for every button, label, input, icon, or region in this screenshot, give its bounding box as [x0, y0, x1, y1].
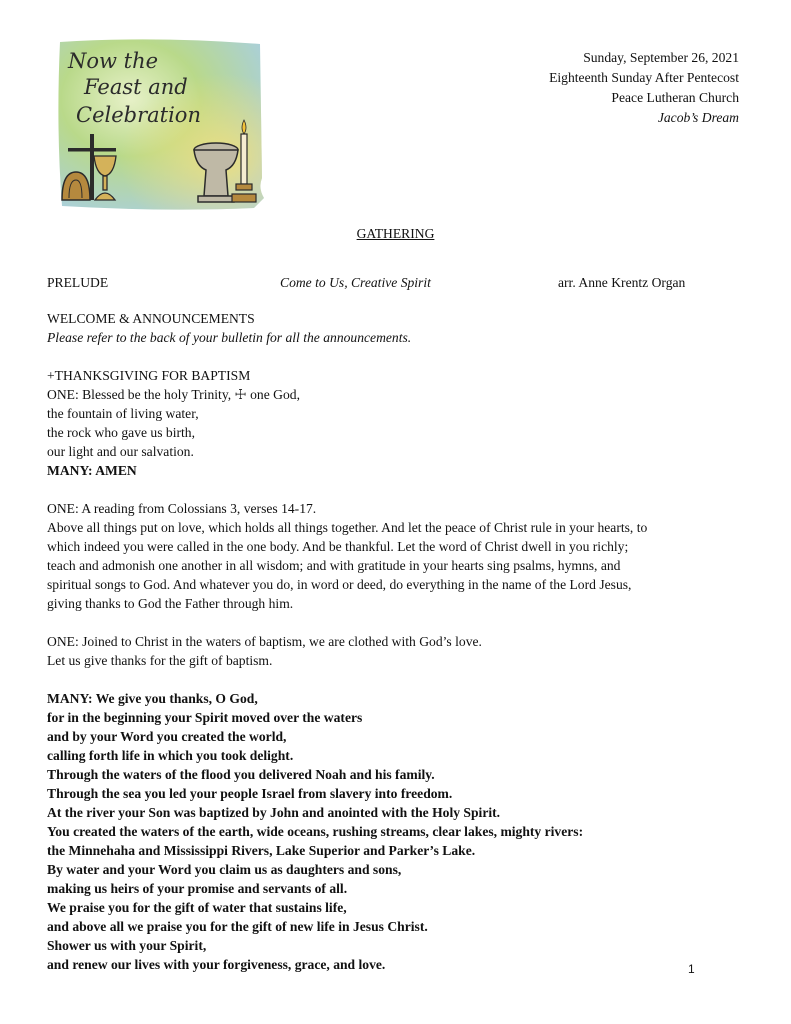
church-name: Peace Lutheran Church	[611, 90, 739, 105]
joined-line: ONE: Joined to Christ in the waters of baptism, we are clothed with God’s love.	[47, 634, 482, 649]
prayer-line: At the river your Son was baptized by John and anointed with the Holy Spirit.	[47, 805, 501, 820]
joined-section	[47, 632, 743, 670]
prayer-line: By water and your Word you claim us as daughters and sons,	[47, 862, 402, 877]
welcome-section	[47, 309, 743, 347]
section-title-gathering: GATHERING	[356, 226, 435, 241]
now-the-feast-logo	[54, 38, 266, 210]
prayer-line: MANY: We give you thanks, O God,	[47, 691, 258, 706]
prayer-line: calling forth life in which you took delight.	[47, 748, 294, 763]
prayer-line: for in the beginning your Spirit moved over the waters	[47, 710, 363, 725]
prayer-line: Shower us with your Spirit,	[47, 938, 207, 953]
prayer-line: and above all we praise you for the gift of new life in Jesus Christ.	[47, 919, 428, 934]
prelude-arranger: arr. Anne Krentz Organ	[558, 275, 686, 290]
thanksgiving-line: the fountain of living water,	[47, 406, 199, 421]
reading-line: giving thanks to God the Father through him.	[47, 596, 294, 611]
thanksgiving-line: our light and our salvation.	[47, 444, 194, 459]
joined-line: Let us give thanks for the gift of baptism.	[47, 653, 273, 668]
prayer-line: We praise you for the gift of water that sustains life,	[47, 900, 347, 915]
many-prayer-section	[47, 689, 743, 974]
welcome-note: Please refer to the back of your bulletin for all the announcements.	[47, 330, 412, 345]
thanksgiving-line: ONE: Blessed be the holy Trinity, ☩ one God,	[47, 387, 300, 402]
welcome-heading: WELCOME & ANNOUNCEMENTS	[47, 311, 255, 326]
reading-intro: ONE: A reading from Colossians 3, verses 14-17.	[47, 501, 317, 516]
many-amen-response: MANY: AMEN	[47, 463, 137, 478]
prayer-line: the Minnehaha and Mississippi Rivers, Lake Superior and Parker’s Lake.	[47, 843, 476, 858]
logo-title-line-2: Feast and	[84, 75, 188, 99]
prayer-line: Through the waters of the flood you delivered Noah and his family.	[47, 767, 435, 782]
prayer-line: and by your Word you created the world,	[47, 729, 287, 744]
page-number: 1	[688, 962, 695, 976]
reading-line: Above all things put on love, which holds all things together. And let the peace of Christ rule in your hearts, to	[47, 520, 648, 535]
prelude-row	[47, 275, 747, 295]
reading-line: teach and admonish one another in all wisdom; and with gratitude in your hearts sing psalms, hymns, and	[47, 558, 621, 573]
feast-logo-artwork	[54, 38, 266, 210]
prayer-line: You created the waters of the earth, wide oceans, rushing streams, clear lakes, mighty rivers:	[47, 824, 584, 839]
thanksgiving-heading: +THANKSGIVING FOR BAPTISM	[47, 368, 251, 383]
reading-line: which indeed you were called in the one body. And be thankful. Let the word of Christ dwell in you richly;	[47, 539, 629, 554]
prayer-line: and renew our lives with your forgiveness, grace, and love.	[47, 957, 386, 972]
reading-section	[47, 499, 743, 613]
service-date: Sunday, September 26, 2021	[583, 50, 739, 65]
prelude-title: Come to Us, Creative Spirit	[280, 275, 431, 290]
thanksgiving-line: the rock who gave us birth,	[47, 425, 195, 440]
thanksgiving-section	[47, 366, 743, 480]
prayer-line: Through the sea you led your people Israel from slavery into freedom.	[47, 786, 453, 801]
bulletin-body	[47, 309, 743, 993]
logo-title-line-3: Celebration	[76, 103, 201, 127]
service-header	[549, 48, 739, 128]
reading-line: spiritual songs to God. And whatever you do, in word or deed, do everything in the name of the Lord Jesus,	[47, 577, 632, 592]
sermon-theme: Jacob’s Dream	[657, 110, 739, 125]
prelude-label: PRELUDE	[47, 275, 109, 290]
liturgical-sunday: Eighteenth Sunday After Pentecost	[549, 70, 739, 85]
prayer-line: making us heirs of your promise and servants of all.	[47, 881, 348, 896]
logo-title-line-1: Now the	[68, 49, 159, 73]
